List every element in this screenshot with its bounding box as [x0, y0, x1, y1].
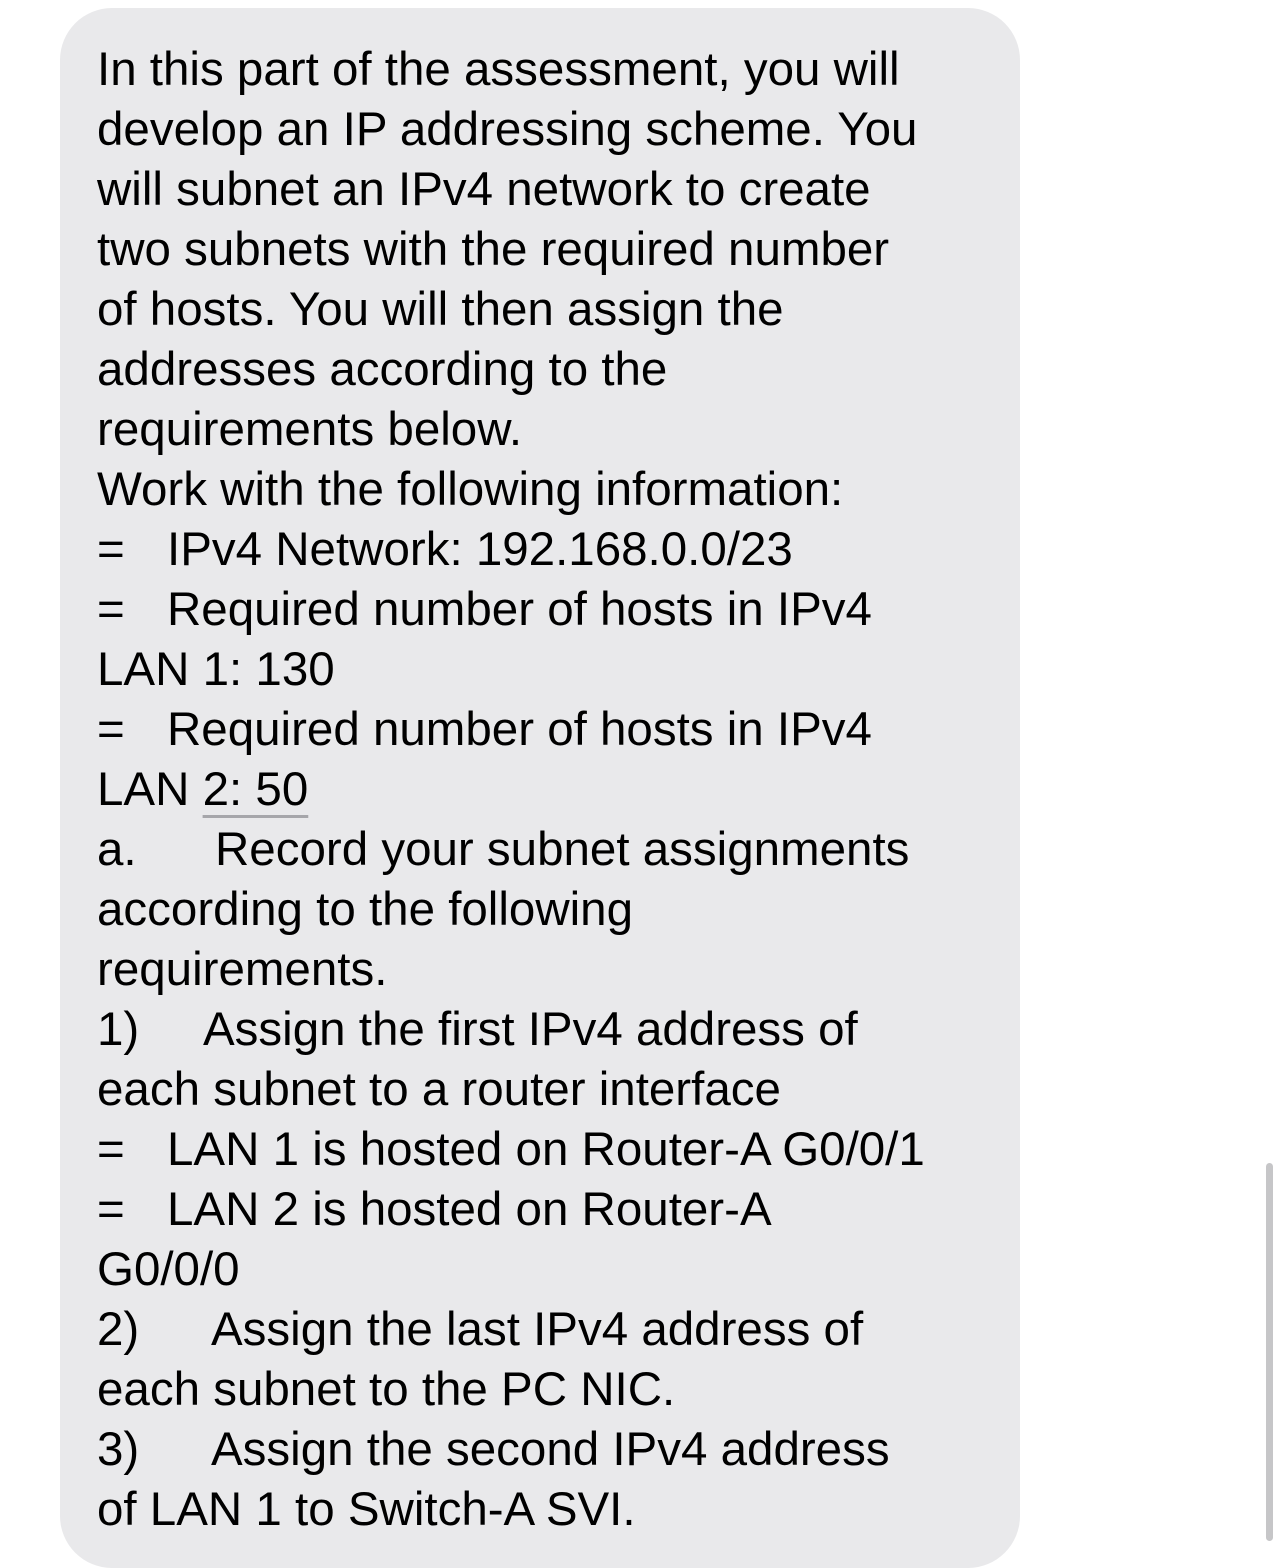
bullet-marker: =	[97, 703, 125, 756]
step-a-text: Record your subnet assignments	[215, 823, 910, 876]
text-line: two subnets with the required number	[97, 223, 890, 276]
scrollbar[interactable]	[1266, 1163, 1273, 1541]
text-line: requirements below.	[97, 403, 523, 456]
detected-data-link[interactable]: 2: 50	[202, 763, 309, 816]
requirement-3-text: Assign the second IPv4 address	[211, 1423, 890, 1476]
requirement-3-marker: 3)	[97, 1423, 140, 1476]
info-lan2-prefix: LAN	[97, 763, 203, 816]
info-item-lan2	[97, 700, 1000, 760]
requirement-2-continuation: each subnet to the PC NIC.	[97, 1363, 676, 1416]
requirement-1	[97, 1000, 1000, 1060]
info-lan1-continuation: LAN 1: 130	[97, 643, 335, 696]
step-a-continuation: according to the following	[97, 883, 634, 936]
message-text	[97, 40, 1000, 1540]
requirement-3-continuation: of LAN 1 to Switch-A SVI.	[97, 1483, 636, 1536]
bullet-marker: =	[97, 523, 125, 576]
requirement-1-sub-lan2-continuation: G0/0/0	[97, 1243, 240, 1296]
info-lan1-text: Required number of hosts in IPv4	[167, 583, 872, 636]
requirement-1-sub-lan2	[97, 1180, 1000, 1240]
text-line: of hosts. You will then assign the	[97, 283, 784, 336]
text-line: develop an IP addressing scheme. You	[97, 103, 918, 156]
text-line: will subnet an IPv4 network to create	[97, 163, 871, 216]
bullet-marker: =	[97, 583, 125, 636]
requirement-2-marker: 2)	[97, 1303, 140, 1356]
requirement-3	[97, 1420, 1000, 1480]
step-a-continuation: requirements.	[97, 943, 388, 996]
info-network-text: IPv4 Network: 192.168.0.0/23	[167, 523, 793, 576]
req1-sub1-text: LAN 1 is hosted on Router-A G0/0/1	[167, 1123, 925, 1176]
info-lan2-text: Required number of hosts in IPv4	[167, 703, 872, 756]
bullet-marker: =	[97, 1123, 125, 1176]
requirement-1-text: Assign the first IPv4 address of	[203, 1003, 858, 1056]
text-line: In this part of the assessment, you will	[97, 43, 900, 96]
message-bubble[interactable]	[60, 8, 1020, 1568]
bullet-marker: =	[97, 1183, 125, 1236]
req1-sub2-text: LAN 2 is hosted on Router-A	[167, 1183, 772, 1236]
info-item-lan1	[97, 580, 1000, 640]
text-line: addresses according to the	[97, 343, 668, 396]
requirement-2-text: Assign the last IPv4 address of	[211, 1303, 864, 1356]
info-lan2-continuation	[97, 760, 1000, 820]
work-with-heading: Work with the following information:	[97, 463, 844, 516]
requirement-1-sub-lan1	[97, 1120, 1000, 1180]
requirement-1-marker: 1)	[97, 1003, 140, 1056]
step-a	[97, 820, 1000, 880]
step-a-marker: a.	[97, 823, 137, 876]
requirement-2	[97, 1300, 1000, 1360]
requirement-1-continuation: each subnet to a router interface	[97, 1063, 781, 1116]
info-item-network	[97, 520, 1000, 580]
